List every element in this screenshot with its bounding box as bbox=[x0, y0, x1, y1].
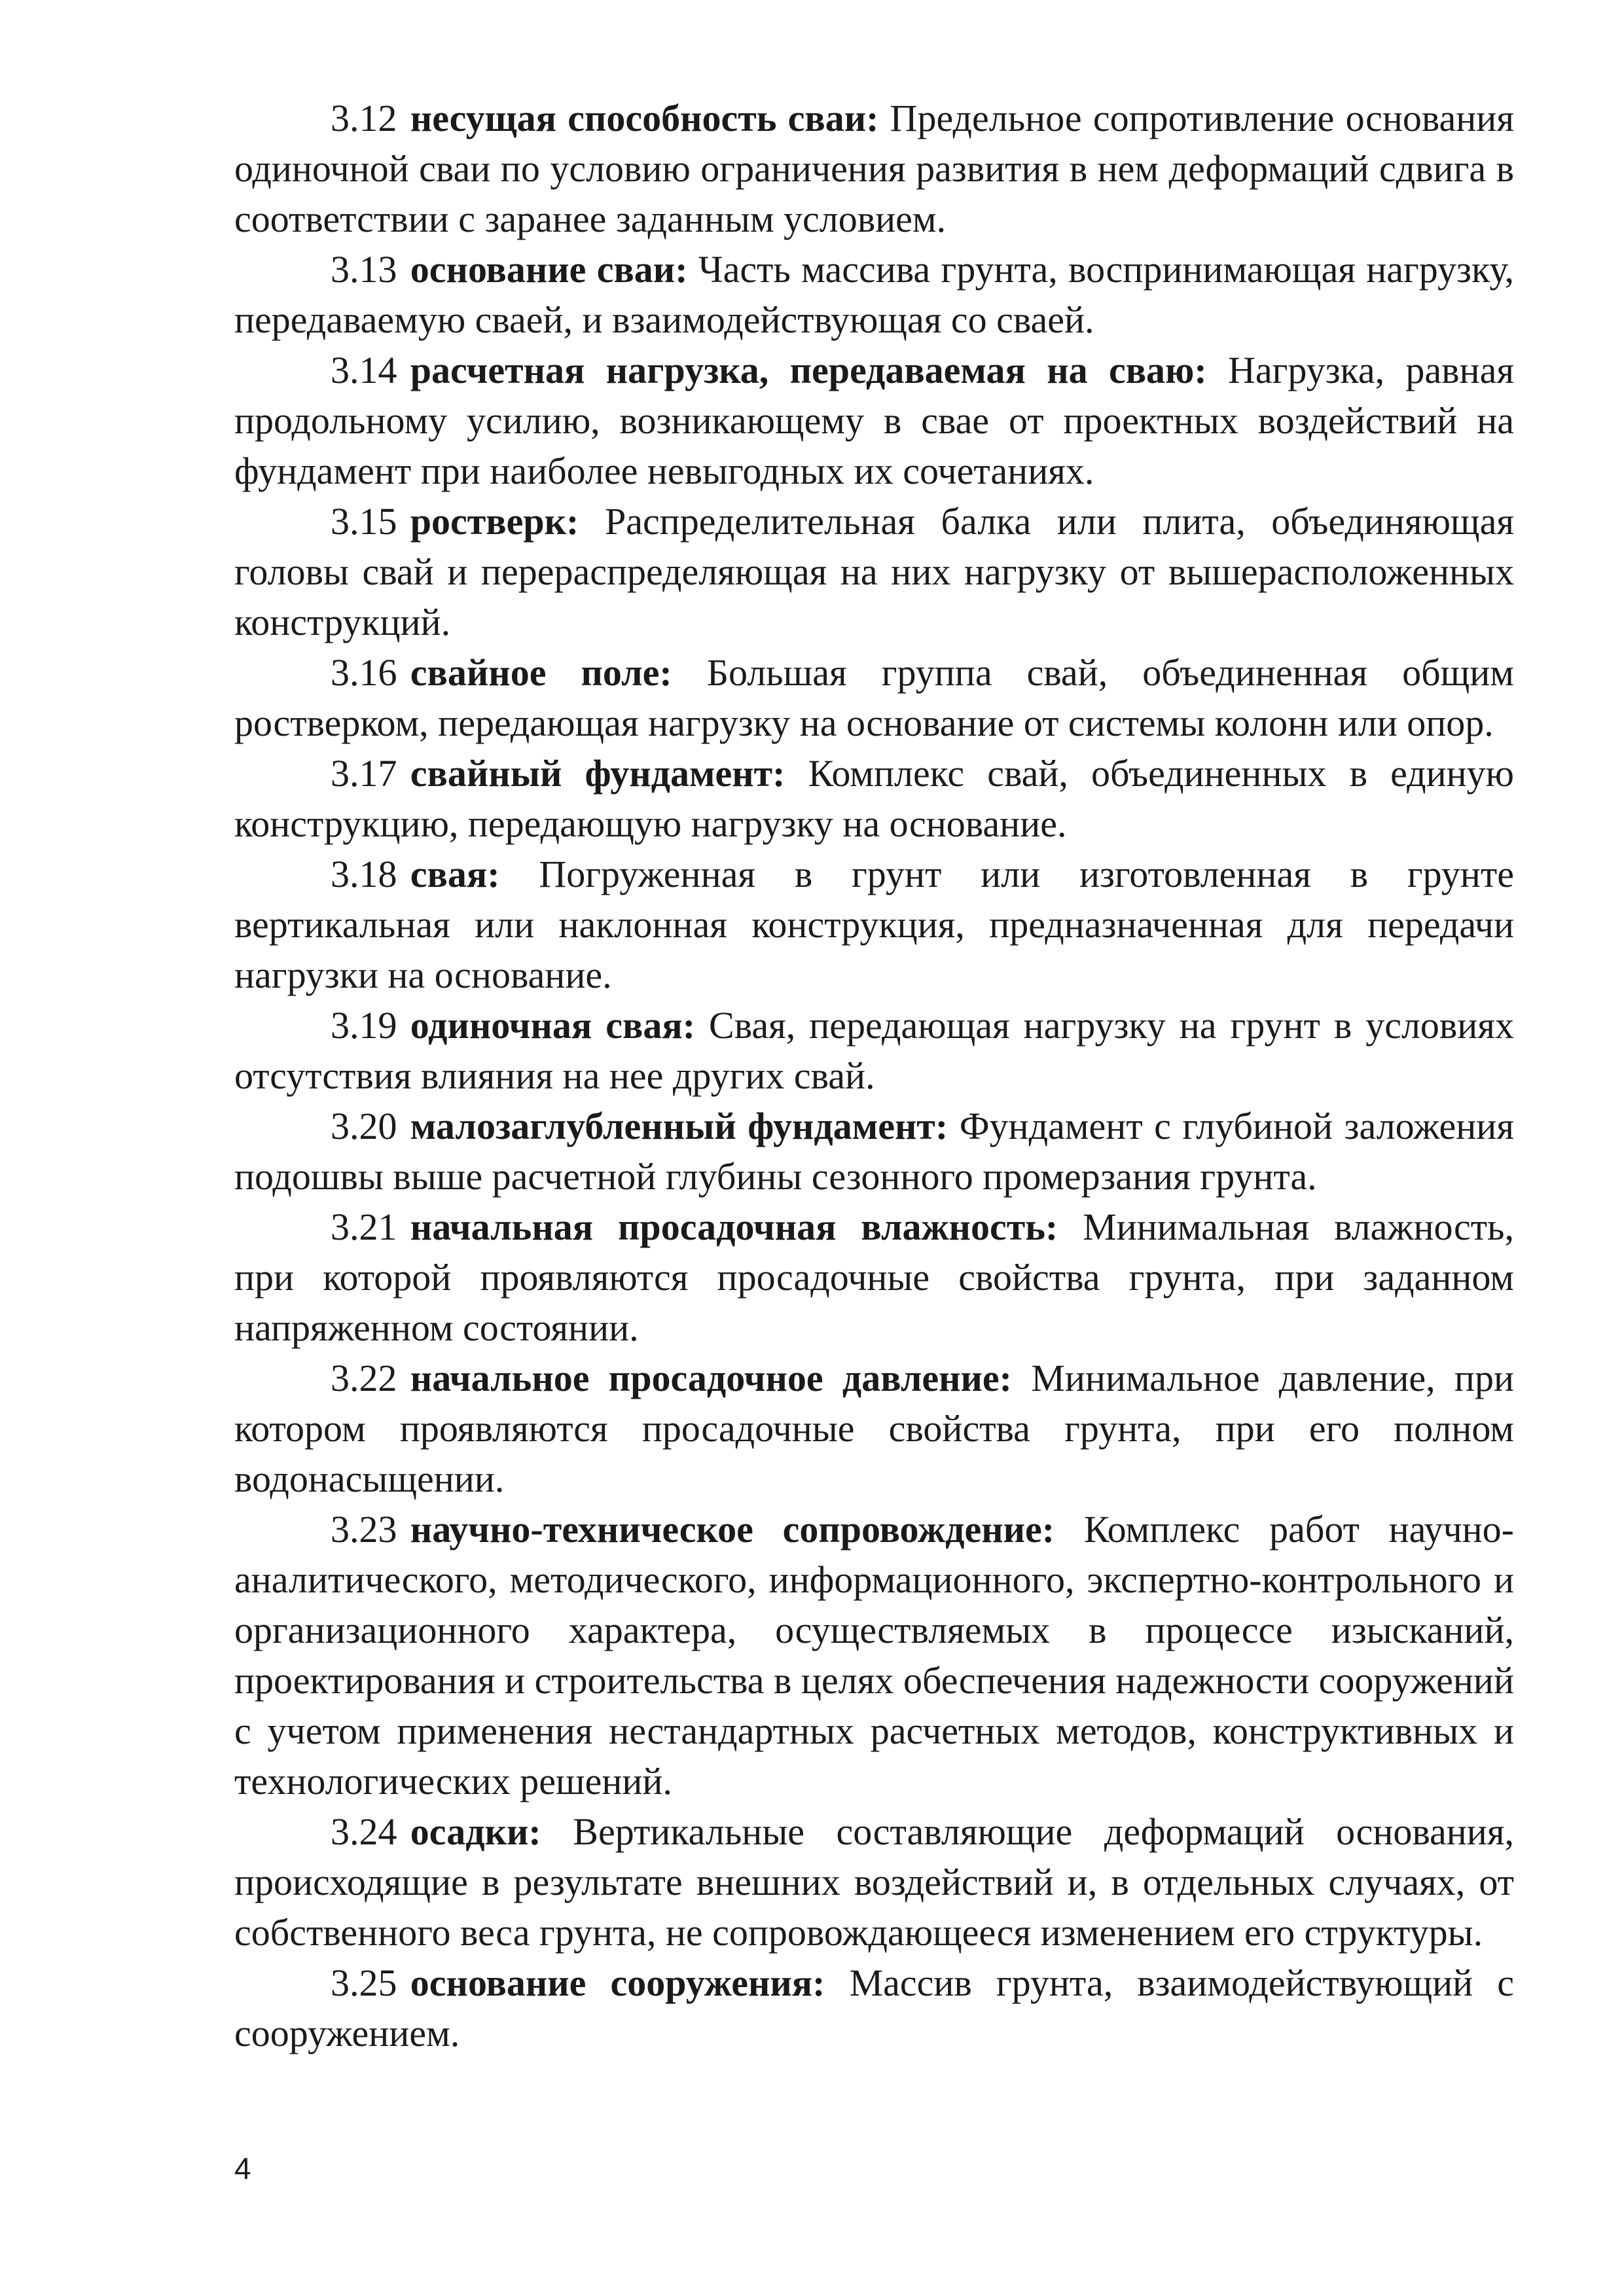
entry-number: 3.21 bbox=[331, 1206, 397, 1248]
entry-number: 3.14 bbox=[331, 349, 397, 391]
entry-term: основание сваи: bbox=[410, 248, 688, 291]
definition-entry bbox=[234, 1504, 1514, 1806]
entry-term: свайное поле: bbox=[410, 651, 672, 694]
entry-number: 3.16 bbox=[331, 651, 397, 694]
definition-entry bbox=[234, 244, 1514, 345]
entry-term: научно-техническое сопровождение: bbox=[410, 1508, 1055, 1551]
definition-entry bbox=[234, 93, 1514, 244]
entry-definition: Распределительная балка или плита, объединяющая головы свай и перераспределяющая на них нагрузку от вышерасположенных конструкций. bbox=[234, 500, 1515, 643]
document-page bbox=[234, 93, 1514, 2058]
definition-entry bbox=[234, 1806, 1514, 1958]
definition-entry bbox=[234, 1958, 1514, 2058]
entry-definition: Комплекс свай, объединенных в единую конструкцию, передающую нагрузку на основание. bbox=[234, 752, 1514, 845]
entry-definition: Большая группа свай, объединенная общим ростверком, передающая нагрузку на основание от системы колонн или опор. bbox=[234, 651, 1514, 744]
definition-entry bbox=[234, 1353, 1514, 1504]
entry-term: ростверк: bbox=[410, 500, 579, 543]
entry-definition: Минимальное давление, при котором проявляются просадочные свойства грунта, при его полном водонасыщении. bbox=[234, 1357, 1515, 1500]
definition-entry bbox=[234, 496, 1514, 647]
entry-term: начальное просадочное давление: bbox=[410, 1357, 1012, 1399]
entry-term: начальная просадочная влажность: bbox=[410, 1206, 1058, 1248]
entry-definition: Свая, передающая нагрузку на грунт в условиях отсутствия влияния на нее других свай. bbox=[234, 1004, 1514, 1097]
entry-definition: Предельное сопротивление основания одиночной сваи по условию ограничения развития в нем деформаций сдвига в соответствии с заранее заданным условием. bbox=[234, 97, 1514, 240]
entry-definition: Массив грунта, взаимодействующий с сооружением. bbox=[234, 1962, 1515, 2054]
entry-number: 3.25 bbox=[331, 1962, 397, 2004]
entry-number: 3.12 bbox=[331, 97, 397, 139]
entry-definition: Вертикальные составляющие деформаций основания, происходящие в результате внешних воздействий и, в отдельных случаях, от собственного веса грунта, не сопровождающееся изменением его структуры. bbox=[234, 1810, 1515, 1954]
entry-definition: Фундамент с глубиной заложения подошвы выше расчетной глубины сезонного промерзания грунта. bbox=[234, 1105, 1515, 1198]
entry-definition: Комплекс работ научно-аналитического, методического, информационного, экспертно-контрольного и организационного характера, осуществляемых в процессе изысканий, проектирования и строительства в целях обеспечения надежности сооружений с учетом применения нестандартных расчетных методов, конструктивных и технологических решений. bbox=[234, 1508, 1514, 1803]
page-number: 4 bbox=[234, 2151, 251, 2185]
entry-term: одиночная свая: bbox=[410, 1004, 696, 1047]
entry-number: 3.24 bbox=[331, 1810, 397, 1853]
entry-number: 3.13 bbox=[331, 248, 397, 291]
definition-entry bbox=[234, 647, 1514, 748]
entry-number: 3.15 bbox=[331, 500, 397, 543]
entry-number: 3.23 bbox=[331, 1508, 397, 1551]
entry-definition: Нагрузка, равная продольному усилию, возникающему в свае от проектных воздействий на фундамент при наиболее невыгодных их сочетаниях. bbox=[234, 349, 1514, 492]
definition-entry bbox=[234, 1202, 1514, 1353]
definition-entry bbox=[234, 748, 1514, 849]
entry-term: несущая способность сваи: bbox=[410, 97, 879, 139]
entry-definition: Погруженная в грунт или изготовленная в грунте вертикальная или наклонная конструкция, предназначенная для передачи нагрузки на основание. bbox=[234, 853, 1514, 996]
entry-number: 3.20 bbox=[331, 1105, 397, 1147]
entry-number: 3.17 bbox=[331, 752, 397, 795]
entry-term: осадки: bbox=[410, 1810, 541, 1853]
entry-number: 3.22 bbox=[331, 1357, 397, 1399]
definition-entry bbox=[234, 849, 1514, 1000]
entry-number: 3.19 bbox=[331, 1004, 397, 1047]
entry-term: расчетная нагрузка, передаваемая на сваю: bbox=[410, 349, 1207, 391]
definition-entry bbox=[234, 345, 1514, 496]
entry-term: основание сооружения: bbox=[410, 1962, 825, 2004]
entry-number: 3.18 bbox=[331, 853, 397, 895]
entry-term: свая: bbox=[410, 853, 500, 895]
definition-entry bbox=[234, 1101, 1514, 1202]
entry-term: свайный фундамент: bbox=[410, 752, 785, 795]
definition-entry bbox=[234, 1000, 1514, 1101]
entry-definition: Минимальная влажность, при которой проявляются просадочные свойства грунта, при заданном напряженном состоянии. bbox=[234, 1206, 1514, 1349]
entry-definition: Часть массива грунта, воспринимающая нагрузку, передаваемую сваей, и взаимодействующая со сваей. bbox=[234, 248, 1515, 341]
entry-term: малозаглубленный фундамент: bbox=[410, 1105, 948, 1147]
